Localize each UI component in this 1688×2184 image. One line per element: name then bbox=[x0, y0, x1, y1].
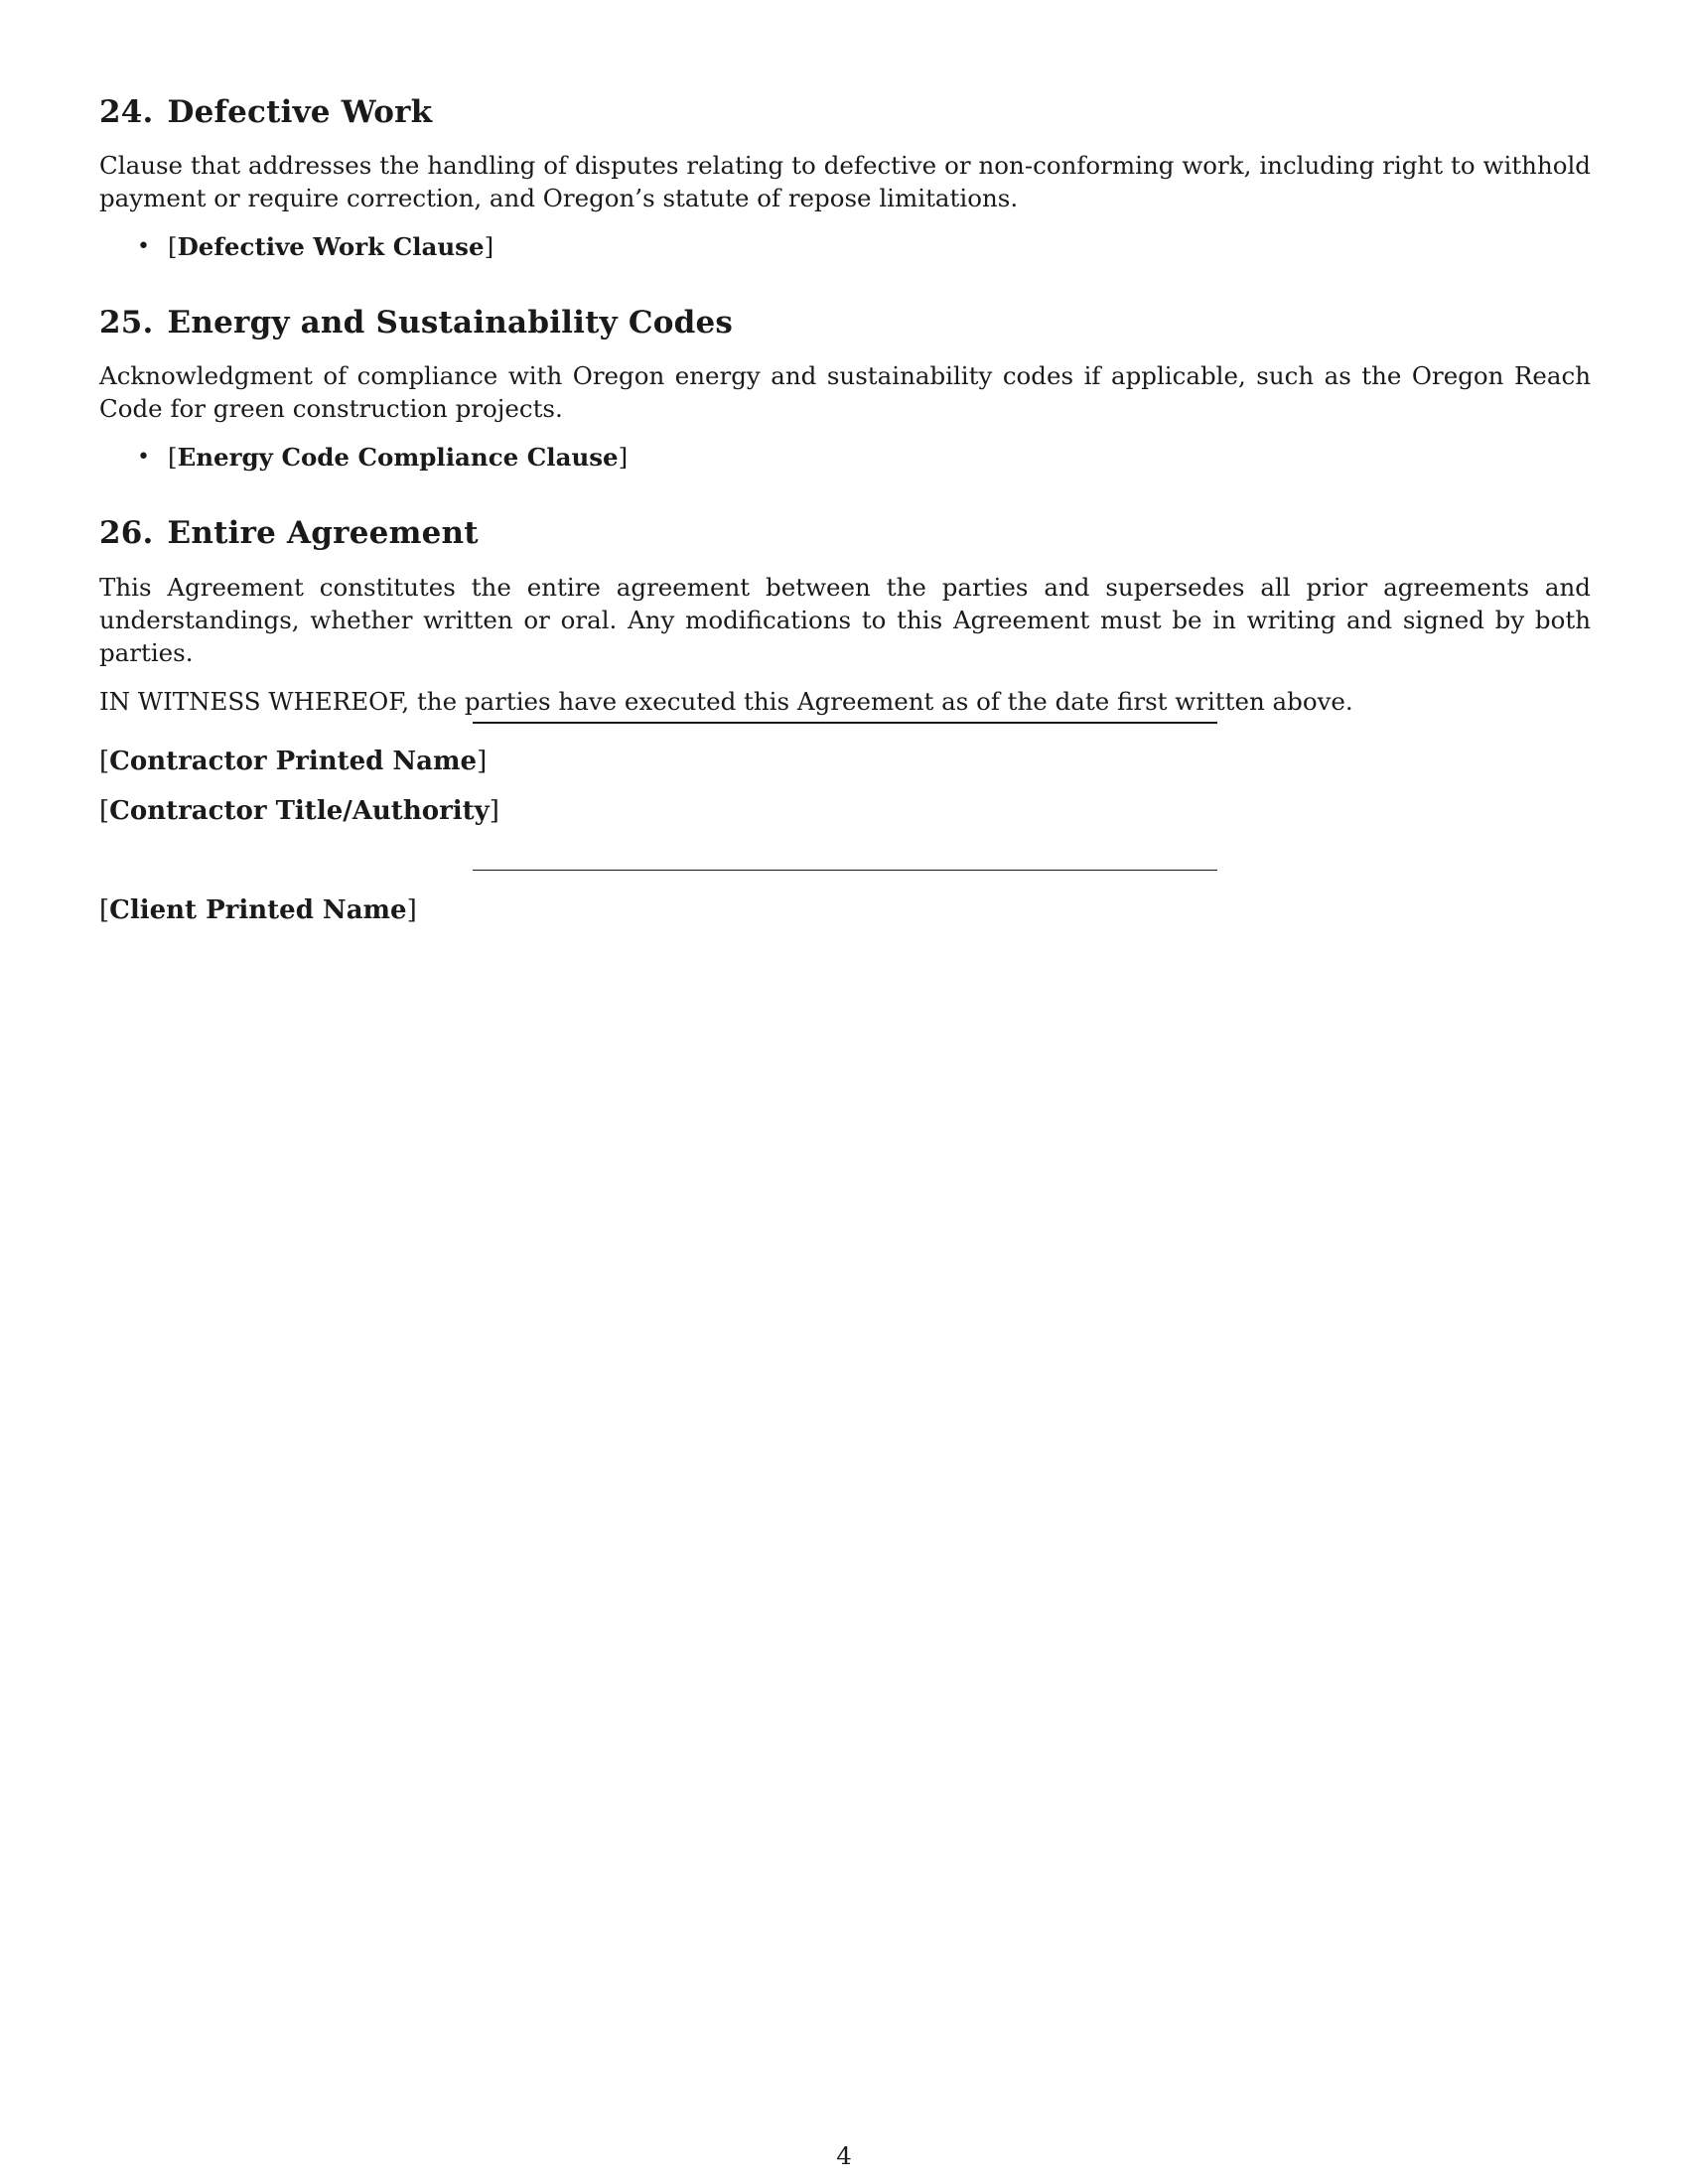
contractor-title: [Contractor Title/Authority] bbox=[99, 796, 499, 826]
client-printed-name: [Client Printed Name] bbox=[99, 895, 417, 925]
section-24-body: Clause that addresses the handling of disputes relating to defective or non-conforming work, including right to withhold payment or require correction, and Oregon’s statute of repose limitations. bbox=[99, 151, 1591, 213]
section-25-number: 25. bbox=[99, 305, 154, 341]
contractor-title-text: Contractor Title/Authority bbox=[109, 796, 490, 826]
section-25-body: Acknowledgment of compliance with Oregon energy and sustainability codes if applicable, such as the Oregon Reach Code for green construction projects. bbox=[99, 361, 1591, 424]
page-number: 4 bbox=[836, 2141, 852, 2170]
section-24-bullet-list bbox=[99, 230, 1591, 263]
section-24-bullet-text: Defective Work Clause bbox=[177, 232, 485, 262]
section-25-bullet-item: • [Energy Code Compliance Clause] bbox=[99, 441, 1591, 474]
contractor-signature-line bbox=[473, 722, 1217, 724]
client-name-text: Client Printed Name bbox=[109, 895, 407, 925]
section-24-bullet-item: • [Defective Work Clause] bbox=[99, 230, 1591, 263]
client-signature-line bbox=[473, 870, 1217, 871]
section-26-heading bbox=[99, 515, 1591, 552]
contractor-printed-name: [Contractor Printed Name] bbox=[99, 747, 488, 776]
section-26-body: This Agreement constitutes the entire agreement between the parties and supersedes all prior agreements and understandings, whether written or oral. Any modifications to this Agreement must be in writing and signed by both parties. bbox=[99, 572, 1591, 667]
section-24-heading bbox=[99, 94, 1591, 131]
section-25-title: Energy and Sustainability Codes bbox=[167, 305, 734, 341]
section-24-number: 24. bbox=[99, 94, 154, 130]
section-25-heading bbox=[99, 305, 1591, 341]
section-25-bullet-text: Energy Code Compliance Clause bbox=[177, 443, 619, 473]
section-24-title: Defective Work bbox=[167, 94, 433, 130]
section-26-title: Entire Agreement bbox=[167, 515, 479, 552]
witness-statement: IN WITNESS WHEREOF, the parties have executed this Agreement as of the date first written above. bbox=[99, 686, 1353, 716]
document-page bbox=[99, 94, 1591, 925]
section-25-bullet-list bbox=[99, 441, 1591, 474]
section-26-number: 26. bbox=[99, 515, 154, 552]
contractor-name-text: Contractor Printed Name bbox=[109, 747, 478, 776]
